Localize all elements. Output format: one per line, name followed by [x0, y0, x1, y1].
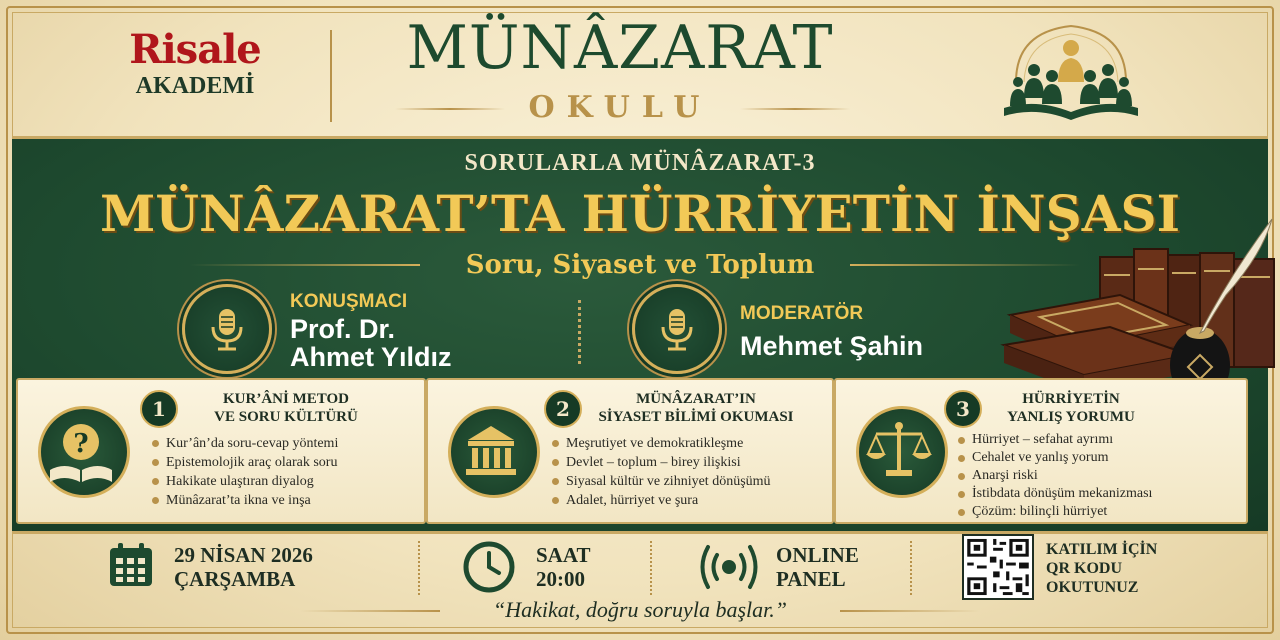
event-day: ÇARŞAMBA — [174, 567, 296, 591]
footer-divider — [418, 541, 420, 595]
topic-bullets — [956, 431, 1152, 521]
speaker-name-line2: Ahmet Yıldız — [290, 342, 452, 372]
time-label: SAAT — [536, 543, 591, 567]
topic-card-2 — [426, 378, 834, 524]
moderator-name: Mehmet Şahin — [740, 331, 924, 361]
topic-number: 3 — [944, 390, 982, 428]
brand-logo — [100, 28, 290, 100]
event-headline: MÜNÂZARAT’TA HÜRRİYETİN İNŞASI — [100, 184, 1180, 243]
brand-name: Risale — [129, 26, 261, 73]
event-date: 29 NİSAN 2026 — [174, 543, 313, 567]
topic-card-1 — [16, 378, 426, 524]
bullet-item: Cehalet ve yanlış yorum — [956, 449, 1152, 467]
event-time: 20:00 — [536, 567, 585, 591]
qr-line3: OKUTUNUZ — [1046, 579, 1139, 596]
topic-bullets — [150, 434, 338, 510]
speaker-divider — [578, 300, 581, 364]
topic-number: 1 — [140, 390, 178, 428]
bullet-item: Hürriyet – sefahat ayrımı — [956, 431, 1152, 449]
bullet-item: Hakikate ulaştıran diyalog — [150, 472, 338, 491]
qr-line2: QR KODU — [1046, 560, 1122, 577]
scholars-circle-icon — [996, 12, 1146, 128]
svg-text:?: ? — [73, 429, 89, 459]
speaker-role: KONUŞMACI — [290, 291, 408, 312]
event-tagline: Soru, Siyaset ve Toplum — [465, 250, 815, 280]
header-divider — [330, 30, 332, 122]
topic-title-line2: SİYASET BİLİMİ OKUMASI — [598, 409, 794, 425]
bullet-item: Adalet, hürriyet ve şura — [550, 491, 771, 510]
bullet-item: Çözüm: bilinçli hürriyet — [956, 503, 1152, 521]
topic-number: 2 — [544, 390, 582, 428]
speaker-mic-icon — [182, 284, 272, 374]
bullet-item: Kur’ân’da soru-cevap yöntemi — [150, 434, 338, 453]
topic-title-line2: YANLIŞ YORUMU — [1007, 409, 1135, 425]
bullet-item: Meşrutiyet ve demokratikleşme — [550, 434, 771, 453]
series-title: SORULARLA MÜNÂZARAT-3 — [464, 150, 816, 176]
school-title: MÜNÂZARAT — [406, 13, 834, 83]
question-book-icon — [38, 406, 130, 498]
moderator-mic-icon — [632, 284, 722, 374]
calendar-icon — [106, 540, 156, 590]
format-line2: PANEL — [776, 567, 846, 591]
bullet-item: Devlet – toplum – birey ilişkisi — [550, 453, 771, 472]
qr-code[interactable] — [962, 534, 1034, 600]
topic-bullets — [550, 434, 771, 510]
clock-icon — [462, 540, 516, 594]
scales-icon — [856, 406, 948, 498]
topic-title-line2: VE SORU KÜLTÜRÜ — [214, 409, 358, 425]
topic-title-line1: KUR’ÂNİ METOD — [223, 391, 349, 407]
footer-divider — [910, 541, 912, 595]
institution-icon — [448, 406, 540, 498]
format-line1: ONLINE — [776, 543, 859, 567]
moderator-role: MODERATÖR — [740, 303, 864, 324]
bullet-item: Münâzarat’ta ikna ve inşa — [150, 491, 338, 510]
topic-card-3 — [834, 378, 1248, 524]
bullet-item: Anarşi riski — [956, 467, 1152, 485]
bullet-item: Siyasal kültür ve zihniyet dönüşümü — [550, 472, 771, 491]
bullet-item: Epistemolojik araç olarak soru — [150, 453, 338, 472]
school-subtitle: OKULU — [528, 90, 712, 125]
quote-ornament-right — [840, 610, 980, 612]
topic-title-line1: HÜRRİYETİN — [1022, 391, 1120, 407]
topic-title-line1: MÜNÂZARAT’IN — [636, 391, 756, 407]
qr-instructions — [1046, 540, 1157, 597]
broadcast-icon — [698, 542, 760, 592]
bullet-item: İstibdata dönüşüm mekanizması — [956, 485, 1152, 503]
ornament-line-right — [740, 108, 850, 110]
closing-quote: “Hakikat, doğru soruyla başlar.” — [493, 597, 787, 622]
qr-line1: KATILIM İÇİN — [1046, 541, 1158, 558]
footer-divider — [650, 541, 652, 595]
brand-sub: AKADEMİ — [135, 73, 255, 99]
speaker-name-line1: Prof. Dr. — [290, 314, 396, 344]
